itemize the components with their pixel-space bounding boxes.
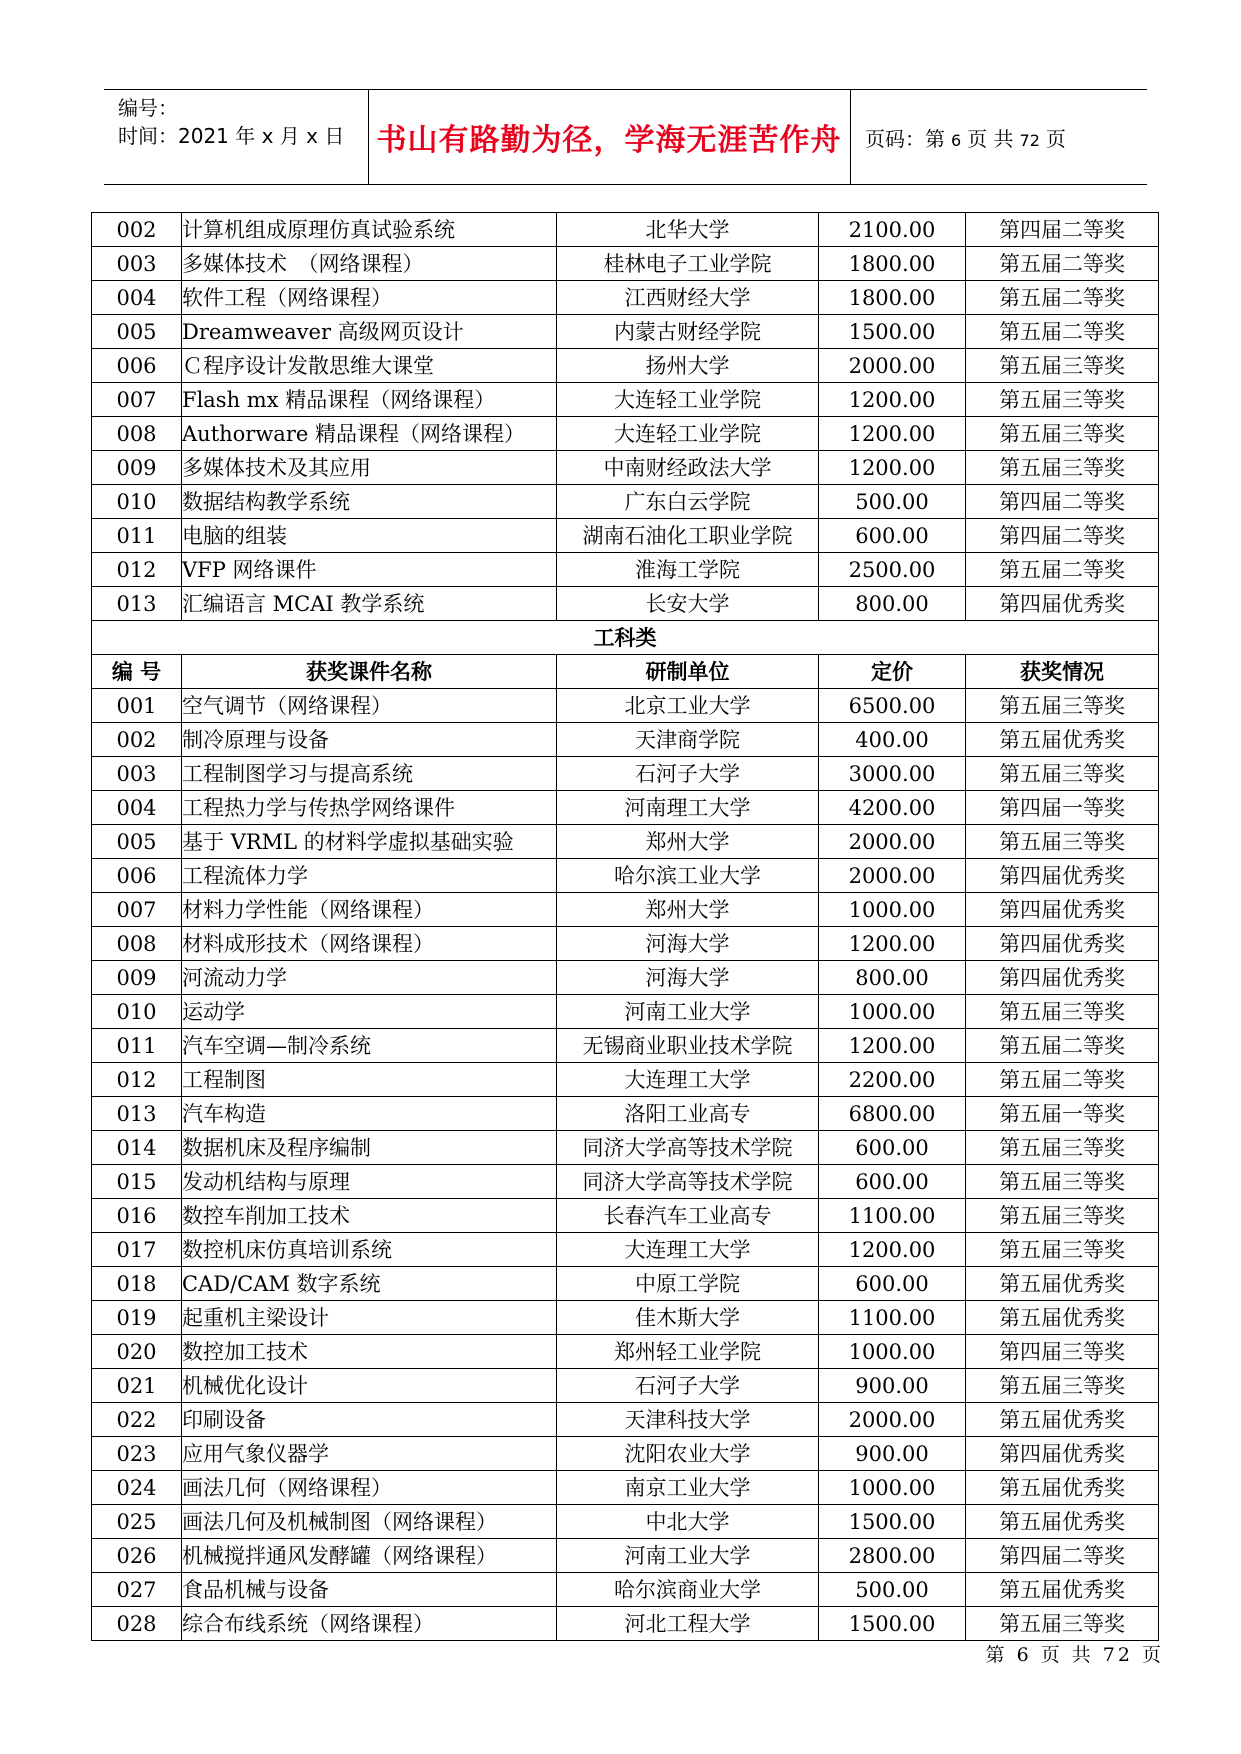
cell-unit: 河北工程大学 <box>557 1607 819 1641</box>
col-header-unit: 研制单位 <box>557 655 819 689</box>
cell-award: 第五届一等奖 <box>966 1097 1159 1131</box>
cell-number: 024 <box>92 1471 182 1505</box>
cell-price: 2100.00 <box>819 213 966 247</box>
cell-award: 第五届二等奖 <box>966 1063 1159 1097</box>
cell-number: 002 <box>92 213 182 247</box>
cell-price: 1500.00 <box>819 315 966 349</box>
cell-price: 500.00 <box>819 485 966 519</box>
table-row <box>92 1233 1159 1267</box>
cell-award: 第四届二等奖 <box>966 213 1159 247</box>
cell-unit: 大连理工大学 <box>557 1063 819 1097</box>
cell-courseware-name: 工程制图学习与提高系统 <box>182 757 557 791</box>
cell-price: 2000.00 <box>819 859 966 893</box>
cell-unit: 北京工业大学 <box>557 689 819 723</box>
cell-unit: 中南财经政法大学 <box>557 451 819 485</box>
cell-number: 011 <box>92 519 182 553</box>
cell-unit: 无锡商业职业技术学院 <box>557 1029 819 1063</box>
cell-price: 6800.00 <box>819 1097 966 1131</box>
cell-unit: 大连轻工业学院 <box>557 417 819 451</box>
cell-unit: 天津科技大学 <box>557 1403 819 1437</box>
page-suffix: 页 <box>1045 126 1066 151</box>
cell-award: 第五届三等奖 <box>966 417 1159 451</box>
cell-price: 2200.00 <box>819 1063 966 1097</box>
cell-number: 025 <box>92 1505 182 1539</box>
cell-award: 第五届优秀奖 <box>966 1471 1159 1505</box>
cell-price: 800.00 <box>819 961 966 995</box>
cell-number: 010 <box>92 995 182 1029</box>
cell-award: 第五届优秀奖 <box>966 1403 1159 1437</box>
cell-award: 第五届三等奖 <box>966 1607 1159 1641</box>
cell-price: 1200.00 <box>819 451 966 485</box>
cell-price: 1000.00 <box>819 995 966 1029</box>
cell-courseware-name: 材料成形技术（网络课程） <box>182 927 557 961</box>
cell-number: 008 <box>92 417 182 451</box>
cell-award: 第五届三等奖 <box>966 451 1159 485</box>
cell-price: 1200.00 <box>819 1029 966 1063</box>
table-row <box>92 383 1159 417</box>
cell-award: 第五届优秀奖 <box>966 1505 1159 1539</box>
table-row <box>92 417 1159 451</box>
cell-courseware-name: Flash mx 精品课程（网络课程） <box>182 383 557 417</box>
table-row <box>92 281 1159 315</box>
cell-price: 800.00 <box>819 587 966 621</box>
table-row <box>92 825 1159 859</box>
cell-price: 600.00 <box>819 1165 966 1199</box>
table-row <box>92 1471 1159 1505</box>
table-row <box>92 587 1159 621</box>
cell-number: 001 <box>92 689 182 723</box>
cell-number: 004 <box>92 281 182 315</box>
cell-unit: 哈尔滨商业大学 <box>557 1573 819 1607</box>
document-time-label: 时间：2021 年 x 月 x 日 <box>118 124 345 148</box>
page-total: 72 <box>1019 130 1040 150</box>
table-row <box>92 315 1159 349</box>
cell-price: 3000.00 <box>819 757 966 791</box>
cell-courseware-name: 材料力学性能（网络课程） <box>182 893 557 927</box>
col-header-name: 获奖课件名称 <box>182 655 557 689</box>
cell-courseware-name: 印刷设备 <box>182 1403 557 1437</box>
cell-unit: 大连理工大学 <box>557 1233 819 1267</box>
cell-award: 第四届优秀奖 <box>966 587 1159 621</box>
cell-award: 第四届优秀奖 <box>966 859 1159 893</box>
cell-price: 1000.00 <box>819 893 966 927</box>
table-row <box>92 519 1159 553</box>
section-body <box>92 621 1159 689</box>
cell-award: 第五届优秀奖 <box>966 723 1159 757</box>
cell-price: 1500.00 <box>819 1607 966 1641</box>
cell-courseware-name: 综合布线系统（网络课程） <box>182 1607 557 1641</box>
cell-courseware-name: 运动学 <box>182 995 557 1029</box>
cell-number: 004 <box>92 791 182 825</box>
cell-number: 017 <box>92 1233 182 1267</box>
cell-price: 1200.00 <box>819 383 966 417</box>
cell-price: 2000.00 <box>819 825 966 859</box>
cell-award: 第五届三等奖 <box>966 1369 1159 1403</box>
cell-unit: 扬州大学 <box>557 349 819 383</box>
cell-unit: 淮海工学院 <box>557 553 819 587</box>
table-row <box>92 1335 1159 1369</box>
cell-unit: 河南工业大学 <box>557 995 819 1029</box>
cell-price: 2000.00 <box>819 1403 966 1437</box>
cell-award: 第五届二等奖 <box>966 553 1159 587</box>
header-motto: 书山有路勤为径，学海无涯苦作舟 <box>376 123 842 158</box>
table-row <box>92 1165 1159 1199</box>
cell-award: 第四届二等奖 <box>966 519 1159 553</box>
table-row <box>92 961 1159 995</box>
cell-number: 012 <box>92 553 182 587</box>
table-row <box>92 1097 1159 1131</box>
cell-award: 第四届三等奖 <box>966 1335 1159 1369</box>
table-row <box>92 1573 1159 1607</box>
table-row <box>92 723 1159 757</box>
courseware-award-table <box>91 212 1159 1641</box>
table-row <box>92 1505 1159 1539</box>
cell-courseware-name: 软件工程（网络课程） <box>182 281 557 315</box>
cell-courseware-name: 数控车削加工技术 <box>182 1199 557 1233</box>
cell-unit: 天津商学院 <box>557 723 819 757</box>
cell-price: 4200.00 <box>819 791 966 825</box>
table-row <box>92 1267 1159 1301</box>
page-header <box>104 89 1147 185</box>
cell-courseware-name: VFP 网络课件 <box>182 553 557 587</box>
cell-unit: 同济大学高等技术学院 <box>557 1165 819 1199</box>
cell-courseware-name: 计算机组成原理仿真试验系统 <box>182 213 557 247</box>
cell-number: 014 <box>92 1131 182 1165</box>
cell-number: 003 <box>92 247 182 281</box>
col-header-price: 定价 <box>819 655 966 689</box>
column-header-row <box>92 655 1159 689</box>
cell-courseware-name: Ｃ程序设计发散思维大课堂 <box>182 349 557 383</box>
table-row <box>92 1063 1159 1097</box>
cell-courseware-name: 数控加工技术 <box>182 1335 557 1369</box>
cell-courseware-name: 数据结构教学系统 <box>182 485 557 519</box>
cell-price: 600.00 <box>819 519 966 553</box>
page-prefix: 页码：第 <box>865 126 945 151</box>
cell-number: 028 <box>92 1607 182 1641</box>
table-row <box>92 1301 1159 1335</box>
cell-unit: 佳木斯大学 <box>557 1301 819 1335</box>
cell-award: 第四届一等奖 <box>966 791 1159 825</box>
cell-courseware-name: 电脑的组装 <box>182 519 557 553</box>
table-row <box>92 1539 1159 1573</box>
table-row <box>92 689 1159 723</box>
cell-award: 第四届优秀奖 <box>966 1437 1159 1471</box>
cell-price: 900.00 <box>819 1437 966 1471</box>
cell-courseware-name: 发动机结构与原理 <box>182 1165 557 1199</box>
cell-number: 018 <box>92 1267 182 1301</box>
cell-number: 006 <box>92 859 182 893</box>
cell-unit: 哈尔滨工业大学 <box>557 859 819 893</box>
table-row <box>92 213 1159 247</box>
cell-courseware-name: 数据机床及程序编制 <box>182 1131 557 1165</box>
cell-award: 第五届优秀奖 <box>966 1267 1159 1301</box>
cell-courseware-name: 汽车构造 <box>182 1097 557 1131</box>
cell-number: 005 <box>92 315 182 349</box>
cell-price: 600.00 <box>819 1131 966 1165</box>
cell-number: 016 <box>92 1199 182 1233</box>
cell-unit: 郑州大学 <box>557 893 819 927</box>
engineering-rows-body <box>92 689 1159 1641</box>
cell-price: 1100.00 <box>819 1199 966 1233</box>
cell-courseware-name: 起重机主梁设计 <box>182 1301 557 1335</box>
cell-award: 第四届优秀奖 <box>966 927 1159 961</box>
cell-unit: 内蒙古财经学院 <box>557 315 819 349</box>
cell-unit: 中北大学 <box>557 1505 819 1539</box>
cell-number: 009 <box>92 451 182 485</box>
cell-unit: 河海大学 <box>557 927 819 961</box>
cell-price: 2500.00 <box>819 553 966 587</box>
cell-price: 1000.00 <box>819 1335 966 1369</box>
table-row <box>92 1437 1159 1471</box>
cell-unit: 石河子大学 <box>557 757 819 791</box>
cell-number: 007 <box>92 383 182 417</box>
cell-award: 第五届二等奖 <box>966 315 1159 349</box>
cell-number: 027 <box>92 1573 182 1607</box>
document-number-label: 编号： <box>118 96 178 120</box>
cell-courseware-name: 应用气象仪器学 <box>182 1437 557 1471</box>
cell-award: 第五届二等奖 <box>966 247 1159 281</box>
cell-courseware-name: 多媒体技术 （网络课程） <box>182 247 557 281</box>
cell-number: 011 <box>92 1029 182 1063</box>
table-row <box>92 1131 1159 1165</box>
cell-courseware-name: 空气调节（网络课程） <box>182 689 557 723</box>
cell-price: 1800.00 <box>819 247 966 281</box>
cell-courseware-name: Authorware 精品课程（网络课程） <box>182 417 557 451</box>
cell-unit: 南京工业大学 <box>557 1471 819 1505</box>
cell-award: 第四届优秀奖 <box>966 893 1159 927</box>
cell-courseware-name: 制冷原理与设备 <box>182 723 557 757</box>
cell-number: 021 <box>92 1369 182 1403</box>
cell-number: 005 <box>92 825 182 859</box>
table-row <box>92 1369 1159 1403</box>
table-row <box>92 893 1159 927</box>
cell-price: 6500.00 <box>819 689 966 723</box>
cell-courseware-name: 画法几何（网络课程） <box>182 1471 557 1505</box>
cell-number: 026 <box>92 1539 182 1573</box>
cell-award: 第五届二等奖 <box>966 1029 1159 1063</box>
cell-courseware-name: 食品机械与设备 <box>182 1573 557 1607</box>
cell-award: 第四届二等奖 <box>966 1539 1159 1573</box>
table-row <box>92 451 1159 485</box>
table-row <box>92 791 1159 825</box>
cell-price: 2800.00 <box>819 1539 966 1573</box>
col-header-no: 编 号 <box>92 655 182 689</box>
cell-number: 012 <box>92 1063 182 1097</box>
cell-award: 第五届三等奖 <box>966 1165 1159 1199</box>
cell-price: 900.00 <box>819 1369 966 1403</box>
table-row <box>92 757 1159 791</box>
cell-award: 第五届三等奖 <box>966 689 1159 723</box>
header-motto-cell <box>368 90 851 184</box>
cell-number: 002 <box>92 723 182 757</box>
table-row <box>92 1403 1159 1437</box>
cell-unit: 郑州大学 <box>557 825 819 859</box>
cell-number: 010 <box>92 485 182 519</box>
table-row <box>92 859 1159 893</box>
cell-number: 009 <box>92 961 182 995</box>
cell-number: 006 <box>92 349 182 383</box>
cell-unit: 桂林电子工业学院 <box>557 247 819 281</box>
top-rows-body <box>92 213 1159 621</box>
cell-courseware-name: 河流动力学 <box>182 961 557 995</box>
table-row <box>92 485 1159 519</box>
cell-unit: 石河子大学 <box>557 1369 819 1403</box>
table-row <box>92 1607 1159 1641</box>
header-left-cell <box>104 90 369 184</box>
cell-courseware-name: 基于 VRML 的材料学虚拟基础实验 <box>182 825 557 859</box>
cell-courseware-name: 画法几何及机械制图（网络课程） <box>182 1505 557 1539</box>
cell-award: 第四届二等奖 <box>966 485 1159 519</box>
page-number: 6 <box>951 130 962 150</box>
cell-price: 1100.00 <box>819 1301 966 1335</box>
cell-number: 013 <box>92 1097 182 1131</box>
cell-unit: 北华大学 <box>557 213 819 247</box>
cell-number: 013 <box>92 587 182 621</box>
cell-award: 第五届优秀奖 <box>966 1301 1159 1335</box>
cell-courseware-name: CAD/CAM 数字系统 <box>182 1267 557 1301</box>
cell-number: 003 <box>92 757 182 791</box>
cell-courseware-name: 工程制图 <box>182 1063 557 1097</box>
cell-price: 2000.00 <box>819 349 966 383</box>
cell-award: 第四届优秀奖 <box>966 961 1159 995</box>
cell-courseware-name: 机械优化设计 <box>182 1369 557 1403</box>
page-mid: 页 共 <box>967 126 1014 151</box>
header-page-cell <box>851 90 1147 184</box>
page-footer: 第 6 页 共 72 页 <box>985 1644 1164 1666</box>
cell-unit: 河南工业大学 <box>557 1539 819 1573</box>
cell-price: 1200.00 <box>819 417 966 451</box>
cell-price: 500.00 <box>819 1573 966 1607</box>
cell-unit: 郑州轻工业学院 <box>557 1335 819 1369</box>
cell-price: 1200.00 <box>819 927 966 961</box>
cell-unit: 长春汽车工业高专 <box>557 1199 819 1233</box>
cell-unit: 同济大学高等技术学院 <box>557 1131 819 1165</box>
cell-unit: 广东白云学院 <box>557 485 819 519</box>
cell-award: 第五届三等奖 <box>966 1233 1159 1267</box>
cell-courseware-name: 机械搅拌通风发酵罐（网络课程） <box>182 1539 557 1573</box>
cell-price: 600.00 <box>819 1267 966 1301</box>
cell-award: 第五届三等奖 <box>966 1131 1159 1165</box>
cell-number: 020 <box>92 1335 182 1369</box>
cell-price: 1500.00 <box>819 1505 966 1539</box>
cell-number: 023 <box>92 1437 182 1471</box>
cell-award: 第五届三等奖 <box>966 825 1159 859</box>
cell-number: 007 <box>92 893 182 927</box>
table-row <box>92 247 1159 281</box>
table-row <box>92 995 1159 1029</box>
cell-courseware-name: 汽车空调—制冷系统 <box>182 1029 557 1063</box>
section-title-row <box>92 621 1159 655</box>
cell-price: 400.00 <box>819 723 966 757</box>
section-title: 工科类 <box>92 621 1159 655</box>
table-row <box>92 553 1159 587</box>
cell-award: 第五届三等奖 <box>966 383 1159 417</box>
cell-unit: 沈阳农业大学 <box>557 1437 819 1471</box>
cell-award: 第五届二等奖 <box>966 281 1159 315</box>
cell-unit: 大连轻工业学院 <box>557 383 819 417</box>
header-page-info <box>865 123 1066 152</box>
table-row <box>92 349 1159 383</box>
cell-price: 1800.00 <box>819 281 966 315</box>
cell-unit: 洛阳工业高专 <box>557 1097 819 1131</box>
cell-courseware-name: Dreamweaver 高级网页设计 <box>182 315 557 349</box>
cell-price: 1000.00 <box>819 1471 966 1505</box>
cell-courseware-name: 工程流体力学 <box>182 859 557 893</box>
cell-number: 015 <box>92 1165 182 1199</box>
cell-unit: 江西财经大学 <box>557 281 819 315</box>
table-row <box>92 1029 1159 1063</box>
cell-courseware-name: 数控机床仿真培训系统 <box>182 1233 557 1267</box>
cell-unit: 中原工学院 <box>557 1267 819 1301</box>
cell-award: 第五届优秀奖 <box>966 1573 1159 1607</box>
col-header-award: 获奖情况 <box>966 655 1159 689</box>
cell-number: 019 <box>92 1301 182 1335</box>
cell-unit: 长安大学 <box>557 587 819 621</box>
cell-award: 第五届三等奖 <box>966 995 1159 1029</box>
cell-award: 第五届三等奖 <box>966 349 1159 383</box>
cell-unit: 河海大学 <box>557 961 819 995</box>
cell-courseware-name: 汇编语言 MCAI 教学系统 <box>182 587 557 621</box>
cell-unit: 湖南石油化工职业学院 <box>557 519 819 553</box>
cell-unit: 河南理工大学 <box>557 791 819 825</box>
cell-number: 008 <box>92 927 182 961</box>
cell-courseware-name: 工程热力学与传热学网络课件 <box>182 791 557 825</box>
table-row <box>92 927 1159 961</box>
table-row <box>92 1199 1159 1233</box>
cell-number: 022 <box>92 1403 182 1437</box>
cell-price: 1200.00 <box>819 1233 966 1267</box>
cell-award: 第五届三等奖 <box>966 757 1159 791</box>
cell-award: 第五届三等奖 <box>966 1199 1159 1233</box>
cell-courseware-name: 多媒体技术及其应用 <box>182 451 557 485</box>
